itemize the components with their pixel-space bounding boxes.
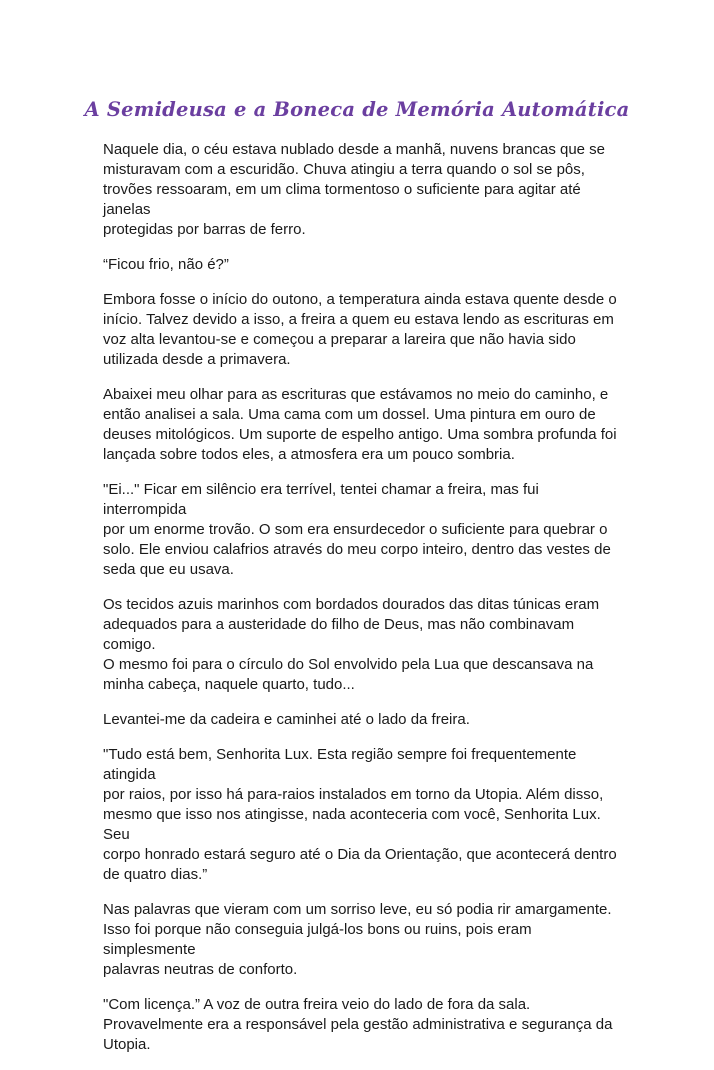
paragraph: Abaixei meu olhar para as escrituras que estávamos no meio do caminho, e então analisei a sala. Uma cama com um dossel. Uma pintura em ouro de deuses mitológicos. Um suporte de espelho antigo. Uma sombra profunda foi lançada sobre todos eles, a atmosfera era um pouco sombria. <box>103 386 617 463</box>
document-body <box>103 140 623 1070</box>
paragraph: Os tecidos azuis marinhos com bordados dourados das ditas túnicas eram adequados para a austeridade do filho de Deus, mas não combinavam comigo. O mesmo foi para o círculo do Sol envolvido pela Lua que descansava na minha cabeça, naquele quarto, tudo... <box>103 596 600 693</box>
paragraph: Levantei-me da cadeira e caminhei até o lado da freira. <box>103 711 470 728</box>
paragraph: Embora fosse o início do outono, a temperatura ainda estava quente desde o início. Talvez devido a isso, a freira a quem eu estava lendo as escrituras em voz alta levantou-se e começou a preparar a lareira que não havia sido utilizada desde a primavera. <box>103 291 617 368</box>
document-title: A Semideusa e a Boneca de Memória Automática <box>84 98 630 121</box>
paragraph: Nas palavras que vieram com um sorriso leve, eu só podia rir amargamente. Isso foi porque não conseguia julgá-los bons ou ruins, pois eram simplesmente palavras neutras de conforto. <box>103 901 612 978</box>
paragraph: Naquele dia, o céu estava nublado desde a manhã, nuvens brancas que se misturavam com a escuridão. Chuva atingiu a terra quando o sol se pôs, trovões ressoaram, em um clima tormentoso o suficiente para agitar até janelas protegidas por barras de ferro. <box>103 141 606 238</box>
paragraph: “Ficou frio, não é?” <box>103 256 229 273</box>
paragraph: "Ei..." Ficar em silêncio era terrível, tentei chamar a freira, mas fui interrompida por um enorme trovão. O som era ensurdecedor o suficiente para quebrar o solo. Ele enviou calafrios através do meu corpo inteiro, dentro das vestes de seda que eu usava. <box>103 481 611 578</box>
paragraph: "Com licença.” A voz de outra freira veio do lado de fora da sala. Provavelmente era a responsável pela gestão administrativa e segurança da Utopia. <box>103 996 613 1053</box>
paragraph: "Tudo está bem, Senhorita Lux. Esta região sempre foi frequentemente atingida por raios, por isso há para-raios instalados em torno da Utopia. Além disso, mesmo que isso nos atingisse, nada aconteceria com você, Senhorita Lux. Seu corpo honrado estará seguro até o Dia da Orientação, que acontecerá dentro de quatro dias.” <box>103 746 617 883</box>
